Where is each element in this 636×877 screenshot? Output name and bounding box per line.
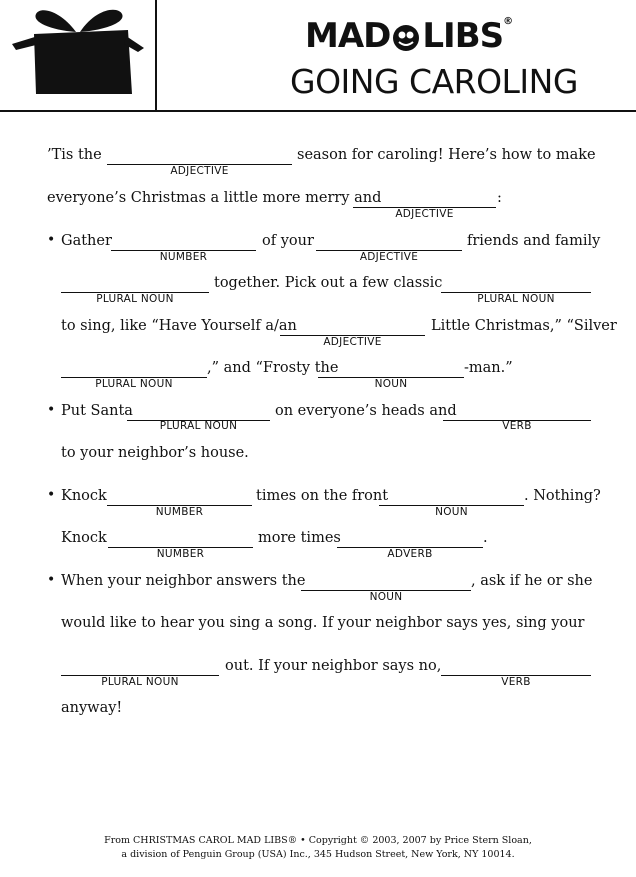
blank-label: NOUN <box>435 506 468 518</box>
text-line: season for caroling! Here’s how to make <box>297 147 596 163</box>
blank-label: PLURAL NOUN <box>101 676 179 688</box>
blank-label: NUMBER <box>155 506 204 518</box>
blank-label: NOUN <box>369 591 403 603</box>
bullet: • <box>47 487 56 503</box>
blank-label: PLURAL NOUN <box>95 378 173 390</box>
bullet: • <box>47 402 56 418</box>
blank-label: ADJECTIVE <box>170 165 229 177</box>
text-line: . <box>483 530 488 546</box>
blank-label: ADJECTIVE <box>323 336 382 348</box>
blank-label: PLURAL NOUN <box>477 293 555 305</box>
footer-copyright-line-2: a division of Penguin Group (USA) Inc., 345 Hudson Street, New York, NY 10014. <box>121 849 515 860</box>
blank-number[interactable] <box>108 529 253 548</box>
text-line: would like to hear you sing a song. If your neighbor says yes, sing your <box>61 615 585 631</box>
blank-label: ADVERB <box>387 548 433 560</box>
blank-adjective[interactable] <box>353 189 496 208</box>
text-line: more times <box>258 530 341 546</box>
mad-libs-logo: MAD LIBS® <box>305 16 513 56</box>
blank-label: NOUN <box>374 378 408 390</box>
blank-label: PLURAL NOUN <box>159 420 238 432</box>
blank-adjective[interactable] <box>280 317 425 336</box>
text-line: friends and family <box>467 233 601 249</box>
blank-noun[interactable] <box>301 572 471 591</box>
blank-plural-noun[interactable] <box>61 657 219 676</box>
text-line: everyone’s Christmas a little more merry and <box>47 190 382 206</box>
bullet: • <box>47 572 56 588</box>
text-line: times on the front <box>256 488 389 504</box>
blank-label: PLURAL NOUN <box>96 293 174 305</box>
blank-number[interactable] <box>111 232 256 251</box>
blank-label: NUMBER <box>159 251 208 263</box>
blank-plural-noun[interactable] <box>127 402 270 421</box>
blank-label: ADJECTIVE <box>359 251 419 263</box>
text-line: on everyone’s heads and <box>275 403 457 419</box>
blank-verb[interactable] <box>441 657 591 676</box>
header-divider-horizontal <box>0 110 636 112</box>
text-line: , ask if he or she <box>471 573 593 589</box>
text-line: ’Tis the <box>47 147 102 163</box>
text-line: Knock <box>61 530 107 546</box>
bullet: • <box>47 232 56 248</box>
text-line: Put Santa <box>61 403 133 419</box>
blank-adverb[interactable] <box>337 529 483 548</box>
gift-icon <box>10 4 145 96</box>
text-line: ,” and “Frosty the <box>207 360 339 376</box>
text-line: Gather <box>61 233 112 249</box>
text-line: anyway! <box>61 700 123 716</box>
blank-label: VERB <box>502 420 532 432</box>
page-title: GOING CAROLING <box>290 62 578 101</box>
header-divider-vertical <box>155 0 157 110</box>
blank-adjective[interactable] <box>107 146 292 165</box>
blank-plural-noun[interactable] <box>61 274 209 293</box>
text-line: -man.” <box>464 360 513 376</box>
blank-plural-noun[interactable] <box>441 274 591 293</box>
text-line: Little Christmas,” “Silver <box>431 318 617 334</box>
blank-plural-noun[interactable] <box>61 359 207 378</box>
blank-number[interactable] <box>107 487 252 506</box>
blank-label: ADJECTIVE <box>395 208 454 220</box>
text-line: When your neighbor answers the <box>61 573 306 589</box>
text-line: together. Pick out a few classic <box>214 275 443 291</box>
blank-noun[interactable] <box>318 359 464 378</box>
blank-noun[interactable] <box>379 487 524 506</box>
blank-label: NUMBER <box>156 548 205 560</box>
text-line: out. If your neighbor says no, <box>225 658 442 674</box>
text-line: : <box>497 190 502 206</box>
text-line: of your <box>262 233 314 249</box>
text-line: to sing, like “Have Yourself a/an <box>61 318 297 334</box>
text-line: . Nothing? <box>524 488 601 504</box>
blank-adjective[interactable] <box>316 232 462 251</box>
blank-verb[interactable] <box>443 402 591 421</box>
footer-copyright-line-1: From CHRISTMAS CAROL MAD LIBS® • Copyright © 2003, 2007 by Price Stern Sloan, <box>104 835 532 846</box>
text-line: to your neighbor’s house. <box>61 445 249 461</box>
text-line: Knock <box>61 488 107 504</box>
blank-label: VERB <box>501 676 531 688</box>
smiley-face-icon <box>391 23 421 53</box>
